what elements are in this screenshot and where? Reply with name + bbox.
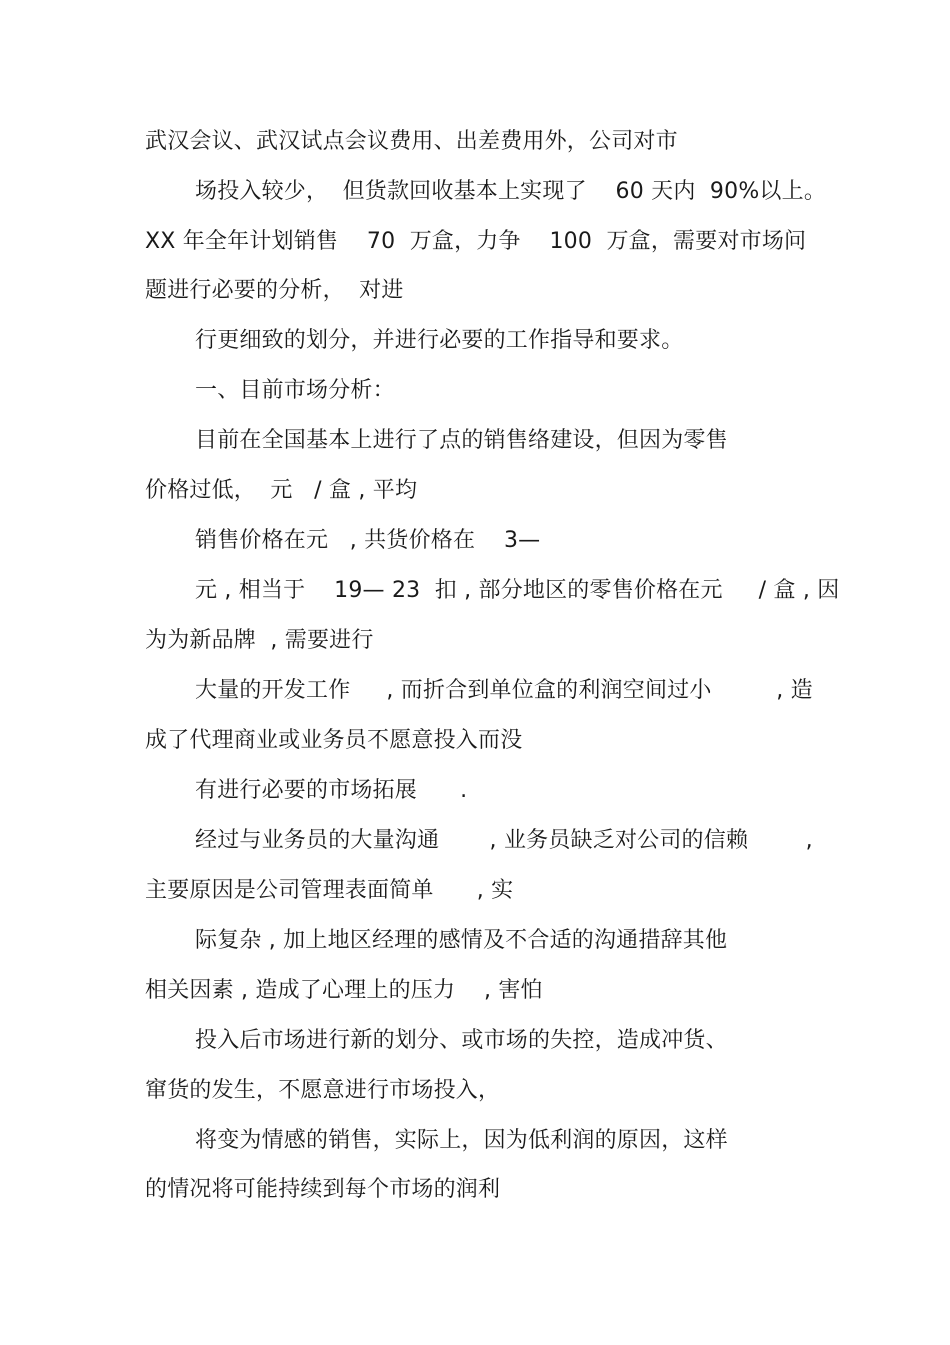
text-line-15: 经过与业务员的大量沟通 , 业务员缺乏对公司的信赖 , <box>195 828 813 853</box>
section-heading: 一、目前市场分析： <box>195 378 395 403</box>
text-line-4: 题进行必要的分析， 对进 <box>145 278 404 303</box>
text-line-9: 销售价格在元 , 共货价格在 3— <box>195 528 541 553</box>
text-line-22: 的情况将可能持续到每个市场的润利 <box>145 1177 501 1202</box>
text-line-20: 窜货的发生，不愿意进行市场投入， <box>145 1078 501 1103</box>
text-line-16: 主要原因是公司管理表面简单 , 实 <box>145 878 514 903</box>
text-line-21: 将变为情感的销售，实际上，因为低利润的原因，这样 <box>195 1128 728 1153</box>
text-line-7: 目前在全国基本上进行了点的销售络建设，但因为零售 <box>195 428 728 453</box>
text-line-14: 有进行必要的市场拓展 . <box>195 778 468 803</box>
text-line-13: 成了代理商业或业务员不愿意投入而没 <box>145 728 523 753</box>
text-line-3: XX 年全年计划销售 70 万盒，力争 100 万盒，需要对市场问 <box>145 229 807 254</box>
text-line-5: 行更细致的划分，并进行必要的工作指导和要求。 <box>195 328 684 353</box>
text-line-12: 大量的开发工作 , 而折合到单位盒的利润空间过小 , 造 <box>195 678 813 703</box>
text-line-1: 武汉会议、武汉试点会议费用、出差费用外，公司对市 <box>145 129 678 154</box>
text-line-11: 为为新品牌 , 需要进行 <box>145 628 374 653</box>
text-line-17: 际复杂 , 加上地区经理的感情及不合适的沟通措辞其他 <box>195 928 728 953</box>
text-line-10: 元 , 相当于 19— 23 扣 , 部分地区的零售价格在元 / 盒 , 因 <box>195 578 840 603</box>
text-line-8: 价格过低， 元 / 盒 , 平均 <box>145 478 418 503</box>
text-line-2: 场投入较少， 但货款回收基本上实现了 60 天内 90%以上。 <box>195 179 827 204</box>
text-line-18: 相关因素 , 造成了心理上的压力 , 害怕 <box>145 978 543 1003</box>
text-line-19: 投入后市场进行新的划分、或市场的失控，造成冲货、 <box>195 1028 728 1053</box>
